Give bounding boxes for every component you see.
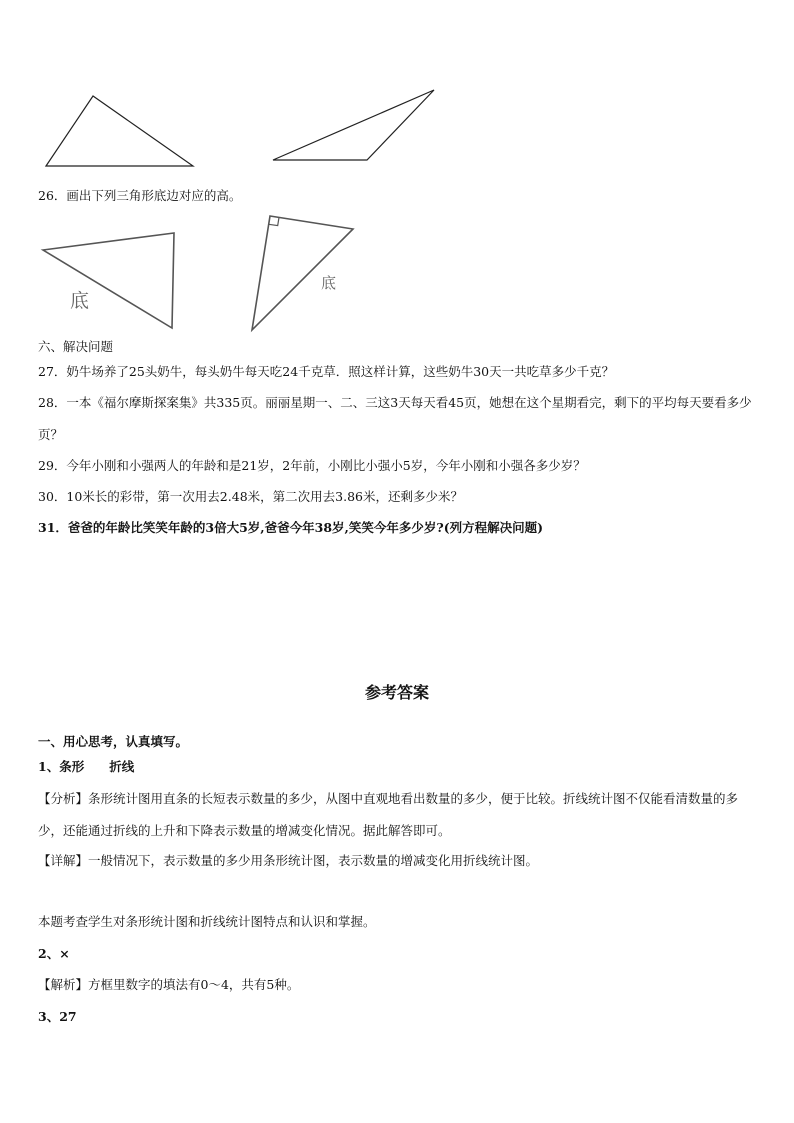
question-29: 29．今年小刚和小强两人的年龄和是21岁，2年前，小刚比小强小5岁，今年小刚和小强各多少岁？ <box>38 458 586 473</box>
question-27: 27．奶牛场养了25头奶牛，每头奶牛每天吃24千克草．照这样计算，这些奶牛30天一共吃草多少千克？ <box>38 364 615 379</box>
answer-2: 2、× <box>38 946 70 961</box>
answer-3: 3、27 <box>38 1009 77 1024</box>
answer-1-analysis: 【分析】条形统计图用直条的长短表示数量的多少，从图中直观地看出数量的多少，便于比较。折线统计图不仅能看清数量的多少，还能通过折线的上升和下降表示数量的增减变化情况。据此解答即可。 <box>38 791 739 838</box>
question-30: 30．10米长的彩带，第一次用去2.48米，第二次用去3.86米，还剩多少米？ <box>38 489 463 504</box>
base-label-left: 底 <box>70 290 90 312</box>
answers-title: 参考答案 <box>364 683 429 702</box>
answer-1: 1、条形 折线 <box>38 759 135 774</box>
base-label-right: 底 <box>321 274 337 292</box>
triangle-q26-left <box>43 233 174 328</box>
question-28: 28．一本《福尔摩斯探案集》共335页。丽丽星期一、二、三这3天每天看45页，她想在这个星期看完，剩下的平均每天要看多少页？ <box>38 395 752 442</box>
question-31: 31．爸爸的年龄比笑笑年龄的3倍大5岁,爸爸今年38岁,笑笑今年多少岁?(列方程解决问题) <box>38 520 544 535</box>
answer-1-note: 本题考查学生对条形统计图和折线统计图特点和认识和掌握。 <box>38 914 376 929</box>
answer-1-detail: 【详解】一般情况下，表示数量的多少用条形统计图，表示数量的增减变化用折线统计图。 <box>38 853 539 868</box>
triangle-top-left <box>46 96 193 166</box>
triangle-top-right <box>273 90 434 160</box>
section-6-heading: 六、解决问题 <box>38 339 114 354</box>
answer-2-analysis: 【解析】方框里数字的填法有0～4，共有5种。 <box>38 977 300 992</box>
question-26: 26．画出下列三角形底边对应的高。 <box>38 188 242 203</box>
triangle-q26-right <box>252 216 353 330</box>
answers-section-1: 一、用心思考，认真填写。 <box>38 734 189 749</box>
